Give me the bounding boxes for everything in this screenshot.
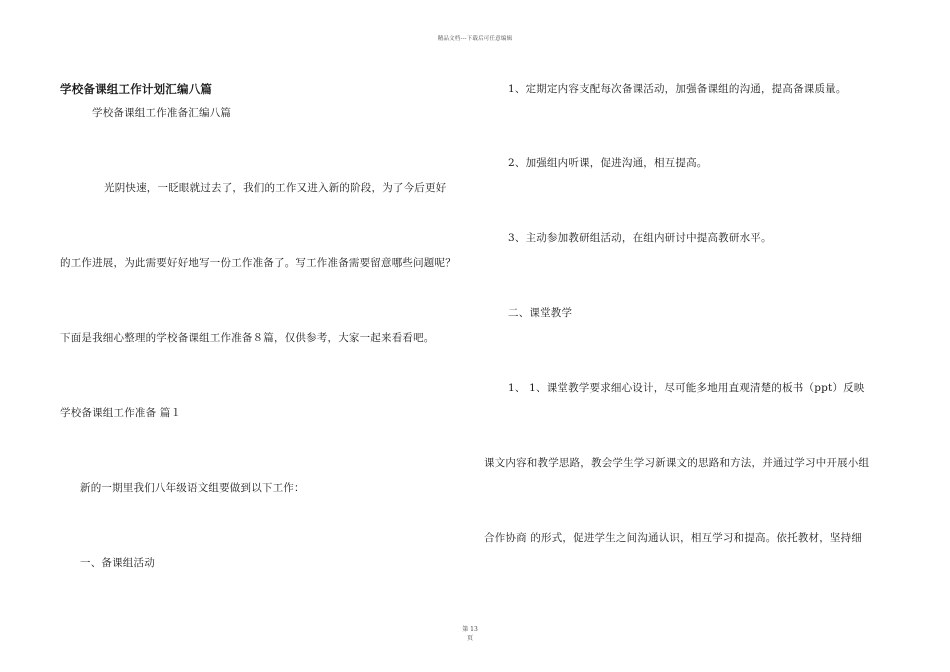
page-number-top: 第 13 (462, 626, 478, 633)
paragraph-line-3: 合作协商 的形式，促进学生之间沟通认识，相互学习和提高。依托教材，坚持细 (484, 532, 863, 544)
heading-one: 一、备课组活动 (80, 557, 155, 569)
heading-two: 二、课堂教学 (508, 307, 573, 319)
opening-line: 新的一期里我们八年级语文组要做到以下工作： (80, 482, 305, 494)
document-subtitle: 学校备课组工作准备汇编八篇 (92, 107, 232, 119)
document-title: 学校备课组工作计划汇编八篇 (60, 82, 213, 96)
item-two: 2、加强组内听课，促进沟通，相互提高。 (508, 157, 708, 169)
paragraph-line-1: 1、 1、课堂教学要求细心设计，尽可能多地用直观清楚的板书（ppt）反映 (508, 382, 865, 394)
item-three: 3、主动参加教研组活动，在组内研讨中提高教研水平。 (508, 232, 772, 244)
intro-line-2: 的工作进展，为此需要好好地写一份工作准备了。写工作准备需要留意哪些问题呢？ (60, 257, 456, 269)
intro-line-3: 下面是我细心整理的学校备课组工作准备８篇，仅供参考，大家一起来看看吧。 (60, 332, 435, 344)
paragraph-line-2: 课文内容和教学思路，教会学生学习新课文的思路和方法，并通过学习中开展小组 (484, 457, 870, 469)
intro-line-1: 光阴快速，一眨眼就过去了，我们的工作又进入新的阶段，为了今后更好 (104, 182, 447, 194)
item-one: 1、定期定内容支配每次备课活动，加强备课组的沟通，提高备课质量。 (508, 83, 847, 95)
page-header: 精品文档---下载后可任意编辑 (437, 36, 513, 42)
page-number-bottom: 页 (466, 635, 473, 642)
page-number (455, 624, 485, 642)
section-title: 学校备课组工作准备 篇１ (60, 407, 182, 419)
